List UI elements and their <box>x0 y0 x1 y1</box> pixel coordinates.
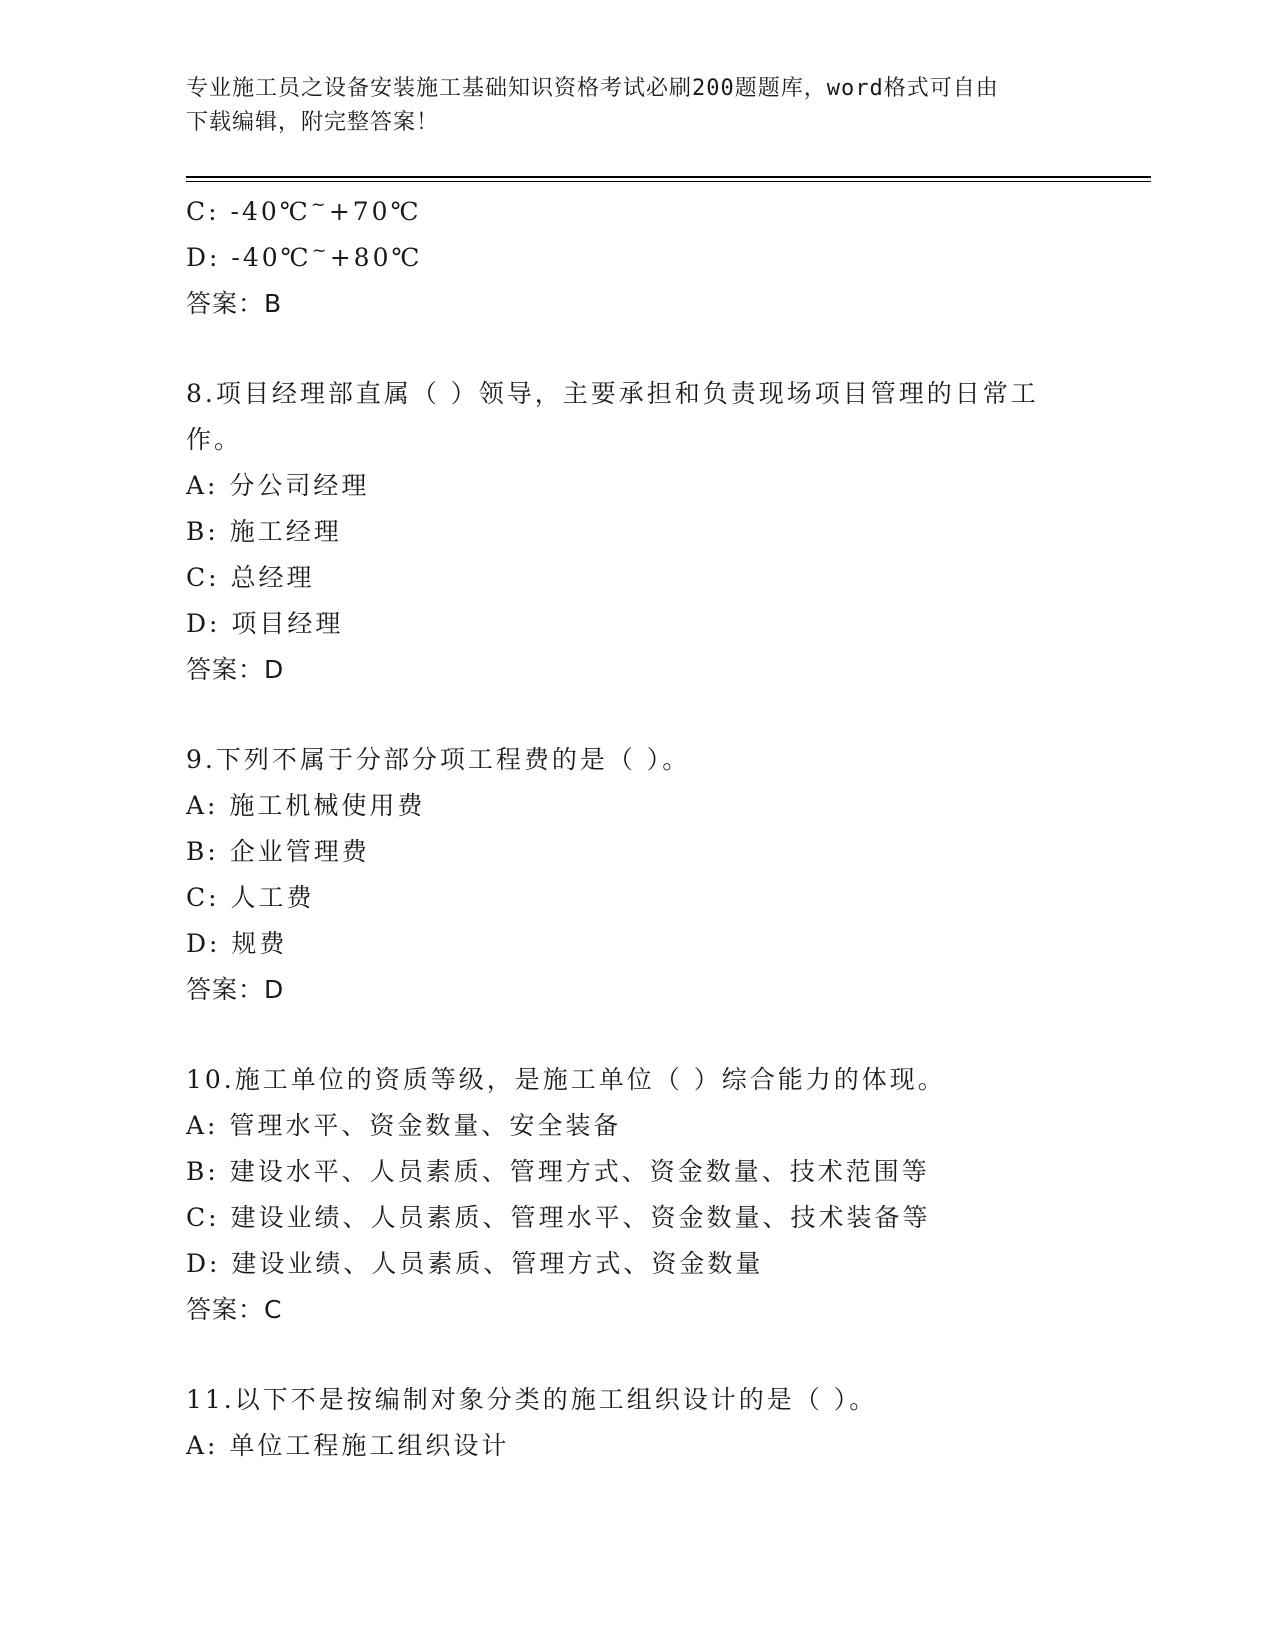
q8-option-c: C: 总经理 <box>186 563 315 592</box>
q9-option-c: C: 人工费 <box>186 883 315 912</box>
q8-option-b: B: 施工经理 <box>186 517 342 546</box>
q8-answer: 答案：D <box>186 655 285 684</box>
header-divider-thin <box>186 181 1151 182</box>
question-list <box>186 189 1086 1469</box>
q7-answer: 答案：B <box>186 289 283 318</box>
document-header <box>186 72 1086 140</box>
spacer <box>186 693 1086 737</box>
q10-question: 10.施工单位的资质等级，是施工单位（ ）综合能力的体现。 <box>186 1065 946 1094</box>
q11-question: 11.以下不是按编制对象分类的施工组织设计的是（ ）。 <box>186 1385 878 1414</box>
q7-option-d: D: -40℃~+80℃ <box>186 240 423 272</box>
spacer <box>186 1013 1086 1057</box>
spacer <box>186 1333 1086 1377</box>
spacer <box>186 327 1086 371</box>
q10-answer: 答案：C <box>186 1295 283 1324</box>
q10-option-b: B: 建设水平、人员素质、管理方式、资金数量、技术范围等 <box>186 1157 930 1186</box>
q8-option-a: A: 分公司经理 <box>186 471 370 500</box>
header-title-line-1: 专业施工员之设备安装施工基础知识资格考试必刷200题题库，word格式可自由 <box>186 76 999 101</box>
q10-option-d: D: 建设业绩、人员素质、管理方式、资金数量 <box>186 1249 764 1278</box>
q10-option-a: A: 管理水平、资金数量、安全装备 <box>186 1111 622 1140</box>
q8-question-line-1: 8.项目经理部直属（ ）领导，主要承担和负责现场项目管理的日常工 <box>186 379 1039 408</box>
q9-option-d: D: 规费 <box>186 929 288 958</box>
q9-option-b: B: 企业管理费 <box>186 837 370 866</box>
q9-question: 9.下列不属于分部分项工程费的是（ ）。 <box>186 745 691 774</box>
q9-option-a: A: 施工机械使用费 <box>186 791 426 820</box>
header-title-line-2: 下载编辑，附完整答案！ <box>186 110 440 135</box>
q10-option-c: C: 建设业绩、人员素质、管理水平、资金数量、技术装备等 <box>186 1203 931 1232</box>
q11-option-a: A: 单位工程施工组织设计 <box>186 1431 510 1460</box>
q8-question-line-2: 作。 <box>186 425 243 454</box>
q9-answer: 答案：D <box>186 975 285 1004</box>
header-divider-thick <box>186 176 1151 178</box>
q8-option-d: D: 项目经理 <box>186 609 344 638</box>
q7-option-c: C: -40℃~+70℃ <box>186 194 422 226</box>
